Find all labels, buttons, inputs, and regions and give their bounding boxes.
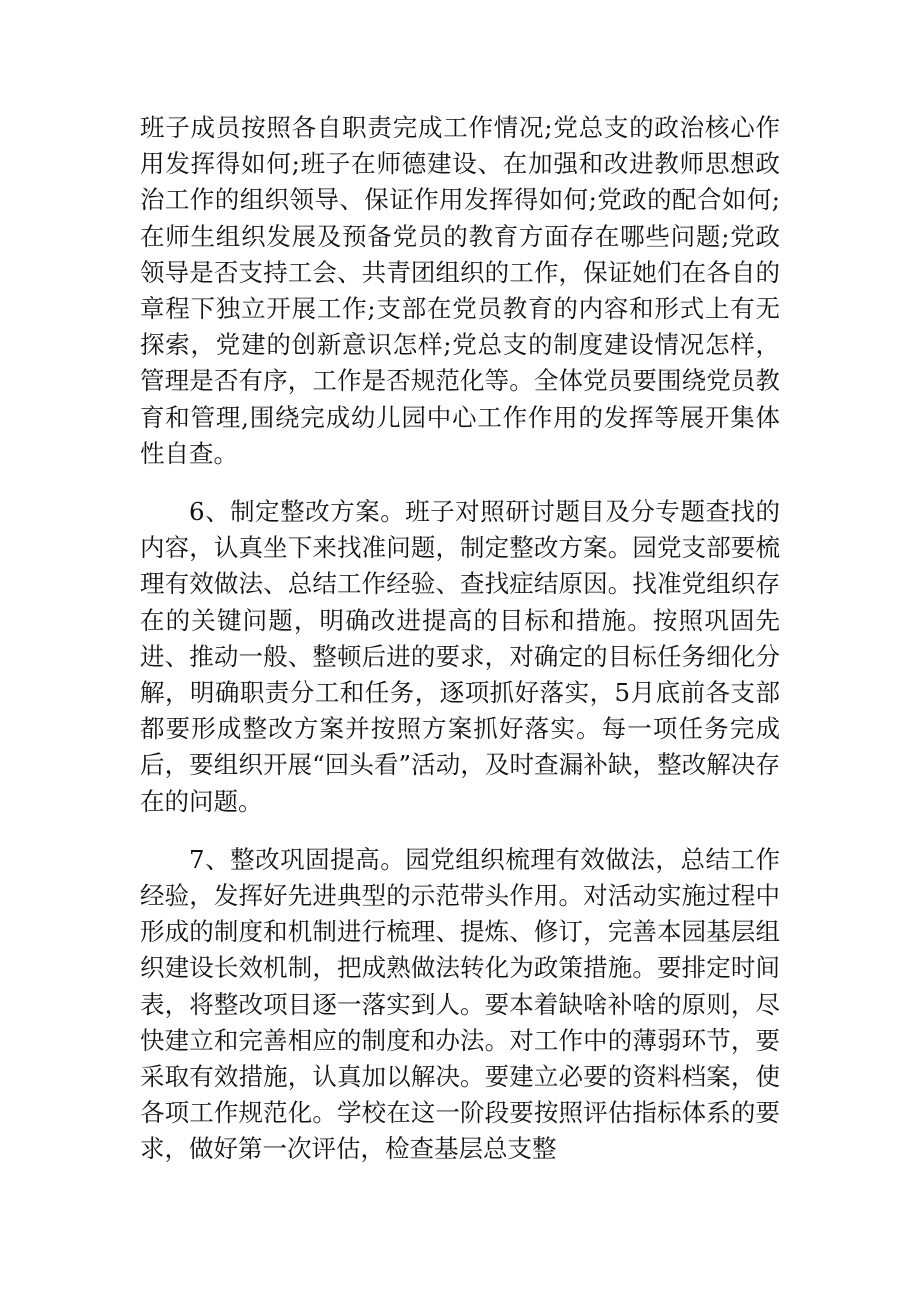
paragraph-continued: 班子成员按照各自职责完成工作情况;党总支的政治核心作用发挥得如何;班子在师德建设、在加强和改进教师思想政治工作的组织领导、保证作用发挥得如何;党政的配合如何;在师生组织发展及预备党员的教育方面存在哪些问题;党政领导是否支持工会、共青团组织的工作，保证她们在各自的章程下独立开展工作;支部在党员教育的内容和形式上有无探索，党建的创新意识怎样;党总支的制度建设情况怎样，管理是否有序，工作是否规范化等。全体党员要围绕党员教育和管理,围绕完成幼儿园中心工作作用的发挥等展开集体性自查。 (140, 113, 780, 468)
document-body (140, 110, 780, 1168)
paragraph-item-7: 7、整改巩固提高。园党组织梳理有效做法，总结工作经验，发挥好先进典型的示范带头作用。对活动实施过程中形成的制度和机制进行梳理、提炼、修订，完善本园基层组织建设长效机制，把成熟做法转化为政策措施。要排定时间表，将整改项目逐一落实到人。要本着缺啥补啥的原则，尽快建立和完善相应的制度和办法。对工作中的薄弱环节，要采取有效措施，认真加以解决。要建立必要的资料档案，使各项工作规范化。学校在这一阶段要按照评估指标体系的要求，做好第一次评估，检查基层总支整 (140, 844, 780, 1164)
paragraph-item-6: 6、制定整改方案。班子对照研讨题目及分专题查找的内容，认真坐下来找准问题，制定整改方案。园党支部要梳理有效做法、总结工作经验、查找症结原因。找准党组织存在的关键问题，明确改进提高的目标和措施。按照巩固先进、推动一般、整顿后进的要求，对确定的目标任务细化分解，明确职责分工和任务，逐项抓好落实，5月底前各支部都要形成整改方案并按照方案抓好落实。每一项任务完成后，要组织开展“回头看”活动，及时查漏补缺，整改解决存在的问题。 (140, 497, 780, 816)
